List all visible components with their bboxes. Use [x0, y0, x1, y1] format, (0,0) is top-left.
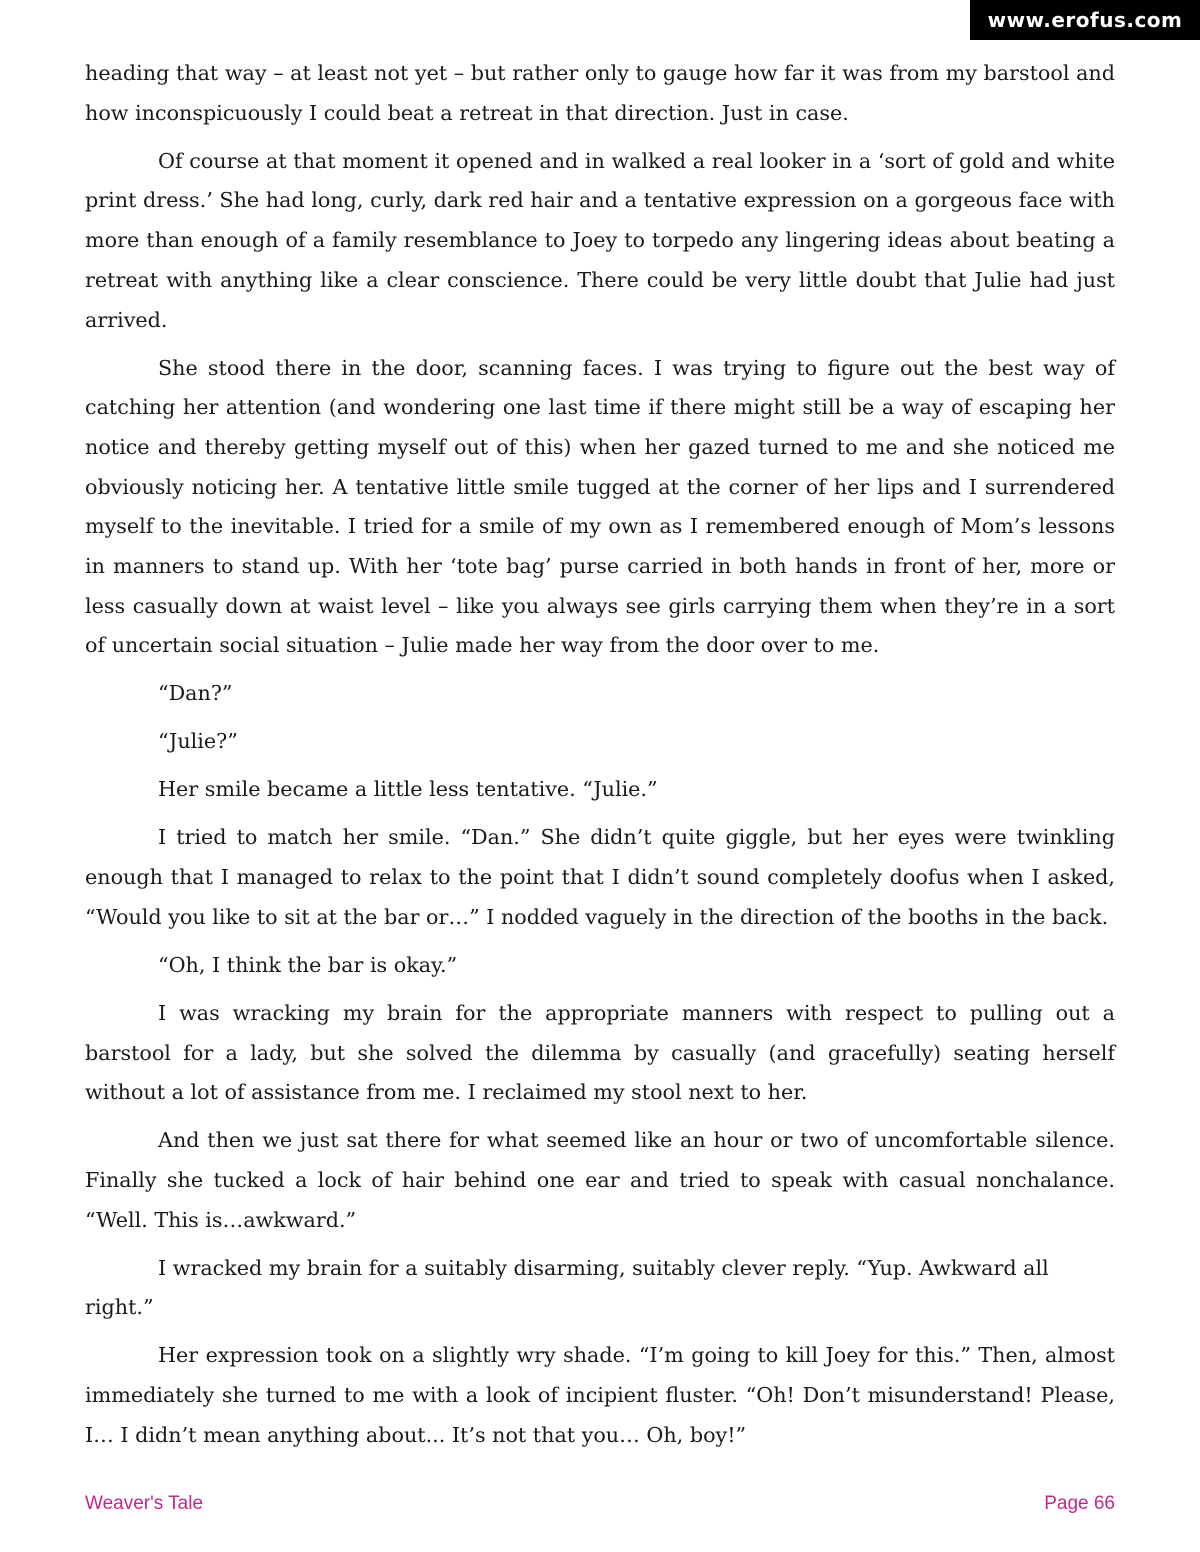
- dialogue-line: Her smile became a little less tentative. “Julie.”: [158, 777, 658, 802]
- paragraph: And then we just sat there for what seemed like an hour or two of uncomfortable silence. Finally she tucked a lock of hair behind one ear and tried to speak with casual nonchalance. “Well. This is…awkward.”: [85, 1128, 1115, 1232]
- paragraph: Of course at that moment it opened and in walked a real looker in a ‘sort of gold and white print dress.’ She had long, curly, dark red hair and a tentative expression on a gorgeous face with more than enough of a family resemblance to Joey to torpedo any lingering ideas about beating a retreat with anything like a clear conscience. There could be very little doubt that Julie had just arrived.: [85, 148, 1115, 332]
- paragraph: Her expression took on a slightly wry shade. “I’m going to kill Joey for this.” Then, almost immediately she turned to me with a look of incipient fluster. “Oh! Don’t misunderstand! Please, I… I didn’t mean anything about... It’s not that you… Oh, boy!”: [85, 1343, 1115, 1447]
- dialogue-line: “Dan?”: [158, 681, 233, 706]
- dialogue-line: I wracked my brain for a suitably disarming, suitably clever reply. “Yup. Awkward all right.”: [85, 1255, 1049, 1320]
- watermark-banner: www.erofus.com: [970, 0, 1200, 40]
- dialogue-line: “Julie?”: [158, 729, 238, 754]
- paragraph: I tried to match her smile. “Dan.” She didn’t quite giggle, but her eyes were twinkling enough that I managed to relax to the point that I didn’t sound completely doofus when I asked, “Would you like to sit at the bar or…” I nodded vaguely in the direction of the booths in the back.: [85, 825, 1115, 929]
- paragraph: She stood there in the door, scanning faces. I was trying to figure out the best way of catching her attention (and wondering one last time if there might still be a way of escaping her notice and thereby getting myself out of this) when her gazed turned to me and she noticed me obviously noticing her. A tentative little smile tugged at the corner of her lips and I surrendered myself to the inevitable. I tried for a smile of my own as I remembered enough of Mom’s lessons in manners to stand up. With her ‘tote bag’ purse carried in both hands in front of her, more or less casually down at waist level – like you always see girls carrying them when they’re in a sort of uncertain social situation – Julie made her way from the door over to me.: [85, 355, 1115, 658]
- paragraph: heading that way – at least not yet – but rather only to gauge how far it was from my barstool and how inconspicuously I could beat a retreat in that direction. Just in case.: [85, 61, 1115, 125]
- footer-book-title: Weaver's Tale: [85, 1493, 204, 1514]
- footer-page-number: Page 66: [1044, 1493, 1115, 1514]
- paragraph: I was wracking my brain for the appropriate manners with respect to pulling out a barstool for a lady, but she solved the dilemma by casually (and gracefully) seating herself without a lot of assistance from me. I reclaimed my stool next to her.: [85, 1000, 1115, 1105]
- dialogue-line: “Oh, I think the bar is okay.”: [158, 952, 458, 977]
- page-body: [85, 54, 1115, 1464]
